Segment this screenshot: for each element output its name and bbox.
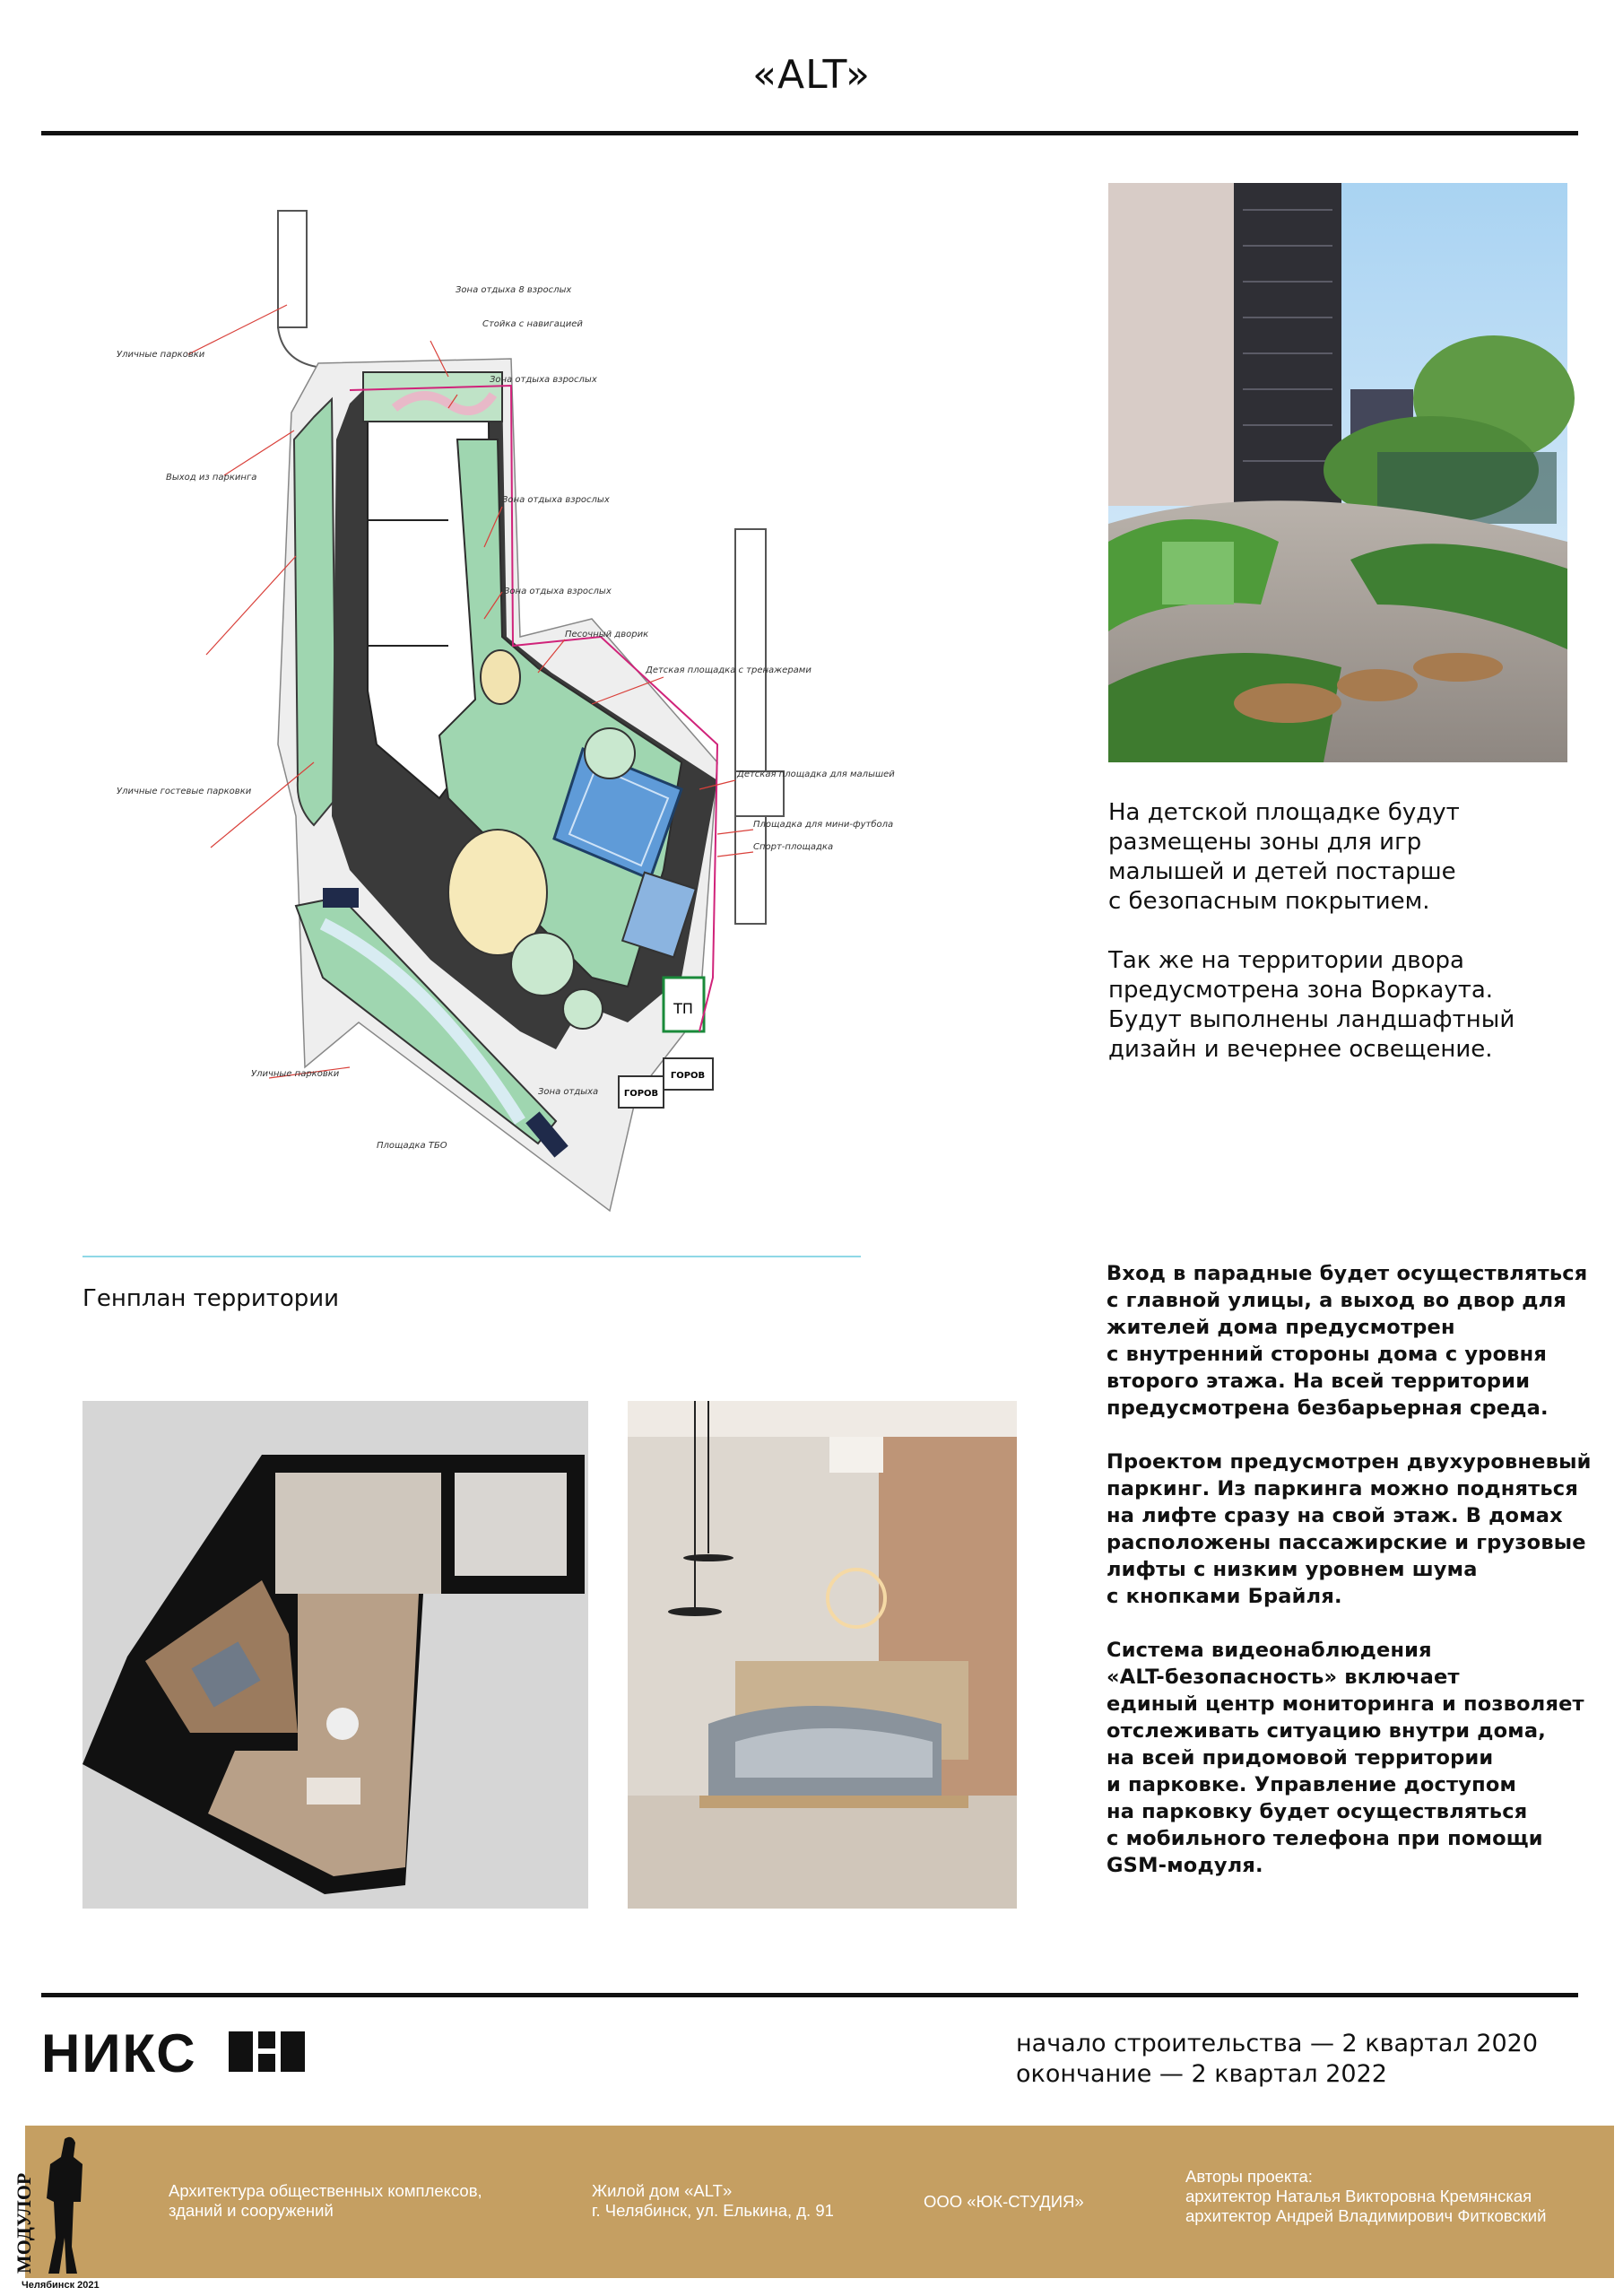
label-13: Уличные парковки [251, 1069, 340, 1079]
parking-strip-north [278, 211, 307, 327]
footer-project: Жилой дом «ALT» г. Челябинск, ул. Елькина, д. 91 [592, 2181, 834, 2220]
page-title: «ALT» [752, 52, 871, 98]
bench-round-1 [1234, 683, 1341, 723]
tp-label: ТП [673, 1000, 693, 1017]
label-3: Уличные парковки [117, 350, 205, 360]
footer-company: ООО «ЮК-СТУДИЯ» [924, 2192, 1084, 2211]
courtyard-render [1108, 183, 1567, 762]
label-4: Выход из паркинга [166, 473, 257, 483]
schedule-start: начало строительства — 2 квартал 2020 [1016, 2030, 1539, 2057]
east-road [735, 529, 766, 924]
tower-dark [1234, 183, 1341, 506]
bedroom-render [628, 1401, 1017, 1909]
west-green-strip [294, 399, 336, 825]
schedule-end: окончание — 2 квартал 2022 [1016, 2060, 1387, 2088]
caption-divider [82, 1256, 861, 1257]
label-0: Зона отдыха 8 взрослых [456, 285, 572, 295]
schedule [1016, 2029, 1538, 2090]
brand-name: НИКС [41, 2023, 197, 2083]
label-15: Зона отдыха [538, 1087, 599, 1097]
footer-category: Архитектура общественных комплексов, зданий и сооружений [169, 2181, 482, 2220]
label-10: Площадка для мини-футбола [753, 820, 894, 830]
label-12: Уличные гостевые парковки [117, 787, 252, 796]
label-11: Спорт-площадка [753, 842, 834, 852]
label-9: Детская площадка для малышей [737, 770, 895, 779]
label-1: Стойка с навигацией [482, 319, 583, 329]
site-plan [54, 170, 933, 1247]
header-divider [41, 131, 1578, 135]
label-14: Площадка ТБО [377, 1141, 447, 1151]
bottom-divider [41, 1993, 1578, 1997]
modulor-city: Челябинск 2021 [22, 2280, 100, 2291]
footer-authors: Авторы проекта: архитектор Наталья Викторовна Кремянская архитектор Андрей Владимирович Фитковский [1185, 2167, 1547, 2225]
brand-logo-icon [229, 2031, 305, 2072]
modulor-logo [13, 2130, 103, 2291]
sandbox [481, 650, 520, 704]
label-2: Зона отдыха взрослых [490, 375, 597, 385]
label-7: Песочный дворик [565, 630, 649, 639]
text-block-infrastructure: Вход в парадные будет осуществляться с главной улицы, а выход во двор для жителей дома предусмотрен с внутренний стороны дома с уровня второго этажа. На всей территории предусмотрена безбарьерная среда. Проектом предусмотрен двухуровневый паркинг. Из паркинга можно подняться на лифте сразу на свой этаж. В домах расположены пассажирские и грузовые лифты с низким уровнем шума с кнопками Брайля. Система видеонаблюдения «ALT-безопасность» включает единый центр мониторинга и позволяет отслеживать ситуацию внутри дома, на всей придомовой территории и парковке. Управление доступом на парковку будет осуществляться с мобильного телефона при помощи GSM-модуля. [1107, 1262, 1592, 1877]
floor [628, 1796, 1017, 1909]
modulor-word: МОДУЛОР [13, 2172, 35, 2274]
svg-text:ГОРОВ: ГОРОВ [623, 1089, 659, 1099]
bench-round-2 [1337, 669, 1418, 701]
svg-text:ГОРОВ: ГОРОВ [670, 1071, 706, 1081]
label-8: Детская площадка с тренажерами [646, 665, 812, 675]
parking-entrance [323, 888, 359, 908]
modulor-figure [47, 2137, 82, 2274]
label-5: Зона отдыха взрослых [502, 495, 610, 505]
apartment-floorplan [82, 1401, 588, 1909]
siteplan-caption: Генплан территории [82, 1285, 340, 1312]
label-6: Зона отдыха взрослых [504, 587, 612, 596]
text-block-playground: На детской площадке будут размещены зоны для игр малышей и детей постарше с безопасным покрытием. Так же на территории двора предусмотрена зона Воркаута. Будут выполнены ландшафтный дизайн и вечернее освещение. [1108, 799, 1515, 1063]
